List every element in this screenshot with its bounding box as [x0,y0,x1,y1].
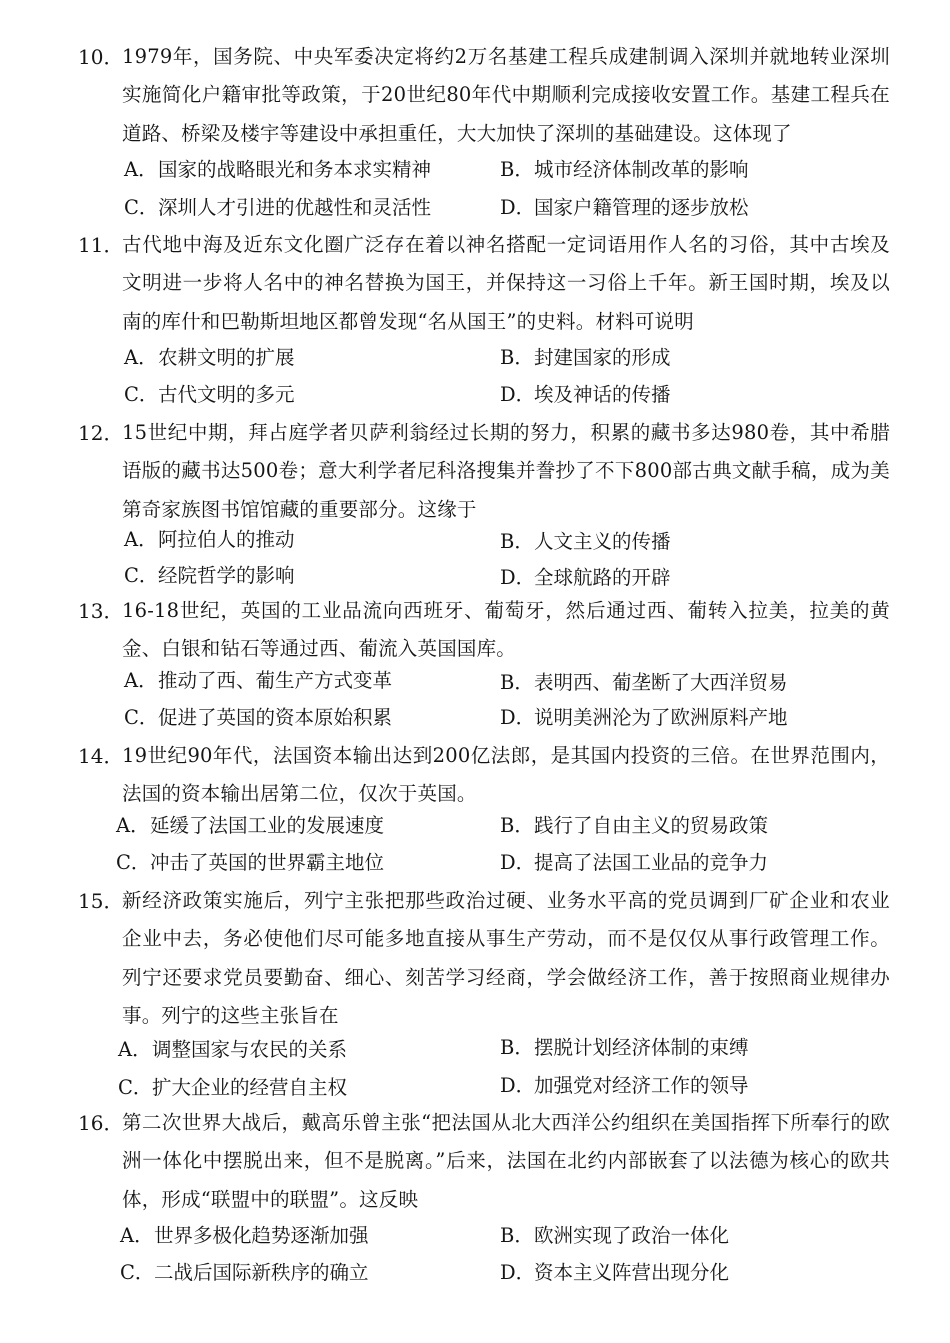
option-letter: D． [500,1261,536,1284]
option-text: 古代文明的多元 [158,383,295,406]
option-letter: B． [500,530,534,553]
option-text: 表明西、葡垄断了大西洋贸易 [534,671,788,694]
question-number: 12． [78,421,124,445]
option-text: 人文主义的传播 [534,530,671,553]
option-letter: C． [120,1261,155,1284]
option-letter: B． [500,1224,534,1247]
option-letter: B． [500,158,534,181]
option-letter: B． [500,814,534,837]
option-d [500,849,768,877]
option-c [120,1259,369,1287]
option-a [118,1036,347,1064]
option-text: 农耕文明的扩展 [158,346,295,369]
option-letter: A． [118,1038,152,1061]
option-text: 加强党对经济工作的领导 [534,1074,749,1097]
option-d [500,704,788,732]
option-a [124,667,392,695]
question-number: 11． [78,233,124,257]
option-text: 扩大企业的经营自主权 [152,1076,348,1099]
option-text: 埃及神话的传播 [534,383,671,406]
option-b [500,344,671,372]
question-number: 16． [78,1111,124,1135]
option-letter: C． [124,564,159,587]
option-d [500,1072,749,1100]
option-text: 践行了自由主义的贸易政策 [534,814,769,837]
option-letter: C． [116,851,151,874]
option-letter: D． [500,706,536,729]
option-b [500,1222,729,1250]
option-text: 延缓了法国工业的发展速度 [150,814,385,837]
option-c [124,194,431,222]
option-c [124,381,295,409]
option-letter: A． [120,1224,154,1247]
option-letter: C． [124,706,159,729]
option-letter: A． [124,528,158,551]
option-letter: D． [500,566,536,589]
option-text: 阿拉伯人的推动 [158,528,295,551]
question-number: 10． [78,45,124,69]
option-text: 经院哲学的影响 [158,564,295,587]
option-text: 国家的战略眼光和务本求实精神 [158,158,432,181]
option-a [120,1222,369,1250]
option-text: 深圳人才引进的优越性和灵活性 [158,196,432,219]
option-c [124,562,295,590]
option-a [124,526,295,554]
question-stem: 古代地中海及近东文化圈广泛存在着以神名搭配一定词语用作人名的习俗，其中古埃及文明进一步将人名中的神名替换为国王，并保持这一习俗上千年。新王国时期，埃及以南的库什和巴勒斯坦地区都曾发现“名从国王”的史料。材料可说明 [122,233,890,333]
option-d [500,564,671,592]
option-c [118,1074,347,1102]
option-text: 城市经济体制改革的影响 [534,158,749,181]
option-text: 说明美洲沦为了欧洲原料产地 [534,706,788,729]
option-letter: A． [124,346,158,369]
option-b [500,1034,749,1062]
question-stem: 1979年，国务院、中央军委决定将约2万名基建工程兵成建制调入深圳并就地转业深圳实施简化户籍审批等政策，于20世纪80年代中期顺利完成接收安置工作。基建工程兵在道路、桥梁及楼宇等建设中承担重任，大大加快了深圳的基础建设。这体现了 [122,45,890,145]
option-letter: B． [500,346,534,369]
option-letter: D． [500,196,536,219]
option-text: 国家户籍管理的逐步放松 [534,196,749,219]
option-letter: A． [124,669,158,692]
option-text: 封建国家的形成 [534,346,671,369]
option-c [116,849,384,877]
option-a [116,812,384,840]
option-a [124,344,295,372]
option-c [124,704,392,732]
option-text: 提高了法国工业品的竞争力 [534,851,769,874]
option-text: 摆脱计划经济体制的束缚 [534,1036,749,1059]
option-text: 世界多极化趋势逐渐加强 [154,1224,369,1247]
option-text: 促进了英国的资本原始积累 [158,706,393,729]
option-d [500,381,671,409]
question-number: 13． [78,599,124,623]
option-letter: B． [500,1036,534,1059]
option-b [500,156,749,184]
option-text: 调整国家与农民的关系 [152,1038,348,1061]
option-b [500,528,671,556]
question-stem: 第二次世界大战后，戴高乐曾主张“把法国从北大西洋公约组织在美国指挥下所奉行的欧洲一体化中摆脱出来，但不是脱离。”后来，法国在北约内部嵌套了以法德为核心的欧共体，形成“联盟中的联盟”。这反映 [122,1111,890,1211]
option-text: 欧洲实现了政治一体化 [534,1224,730,1247]
option-d [500,1259,729,1287]
question-stem: 19世纪90年代，法国资本输出达到200亿法郎，是其国内投资的三倍。在世界范围内，法国的资本输出居第二位，仅次于英国。 [122,744,890,806]
question-number: 14． [78,744,124,768]
option-letter: A． [124,158,158,181]
option-letter: D． [500,851,536,874]
question-stem: 16-18世纪，英国的工业品流向西班牙、葡萄牙，然后通过西、葡转入拉美，拉美的黄金、白银和钻石等通过西、葡流入英国国库。 [122,599,890,661]
option-letter: A． [116,814,150,837]
option-b [500,669,788,697]
option-text: 全球航路的开辟 [534,566,671,589]
option-text: 推动了西、葡生产方式变革 [158,669,393,692]
option-letter: C． [124,383,159,406]
question-stem: 15世纪中期，拜占庭学者贝萨利翁经过长期的努力，积累的藏书多达980卷，其中希腊语版的藏书达500卷；意大利学者尼科洛搜集并誊抄了不下800部古典文献手稿，成为美第奇家族图书馆馆藏的重要部分。这缘于 [122,421,890,521]
option-b [500,812,768,840]
option-letter: D． [500,1074,536,1097]
option-text: 冲击了英国的世界霸主地位 [150,851,385,874]
option-letter: C． [124,196,159,219]
option-text: 资本主义阵营出现分化 [534,1261,730,1284]
option-letter: B． [500,671,534,694]
option-a [124,156,431,184]
option-d [500,194,749,222]
option-text: 二战后国际新秩序的确立 [154,1261,369,1284]
option-letter: D． [500,383,536,406]
question-stem: 新经济政策实施后，列宁主张把那些政治过硬、业务水平高的党员调到厂矿企业和农业企业中去，务必使他们尽可能多地直接从事生产劳动，而不是仅仅从事行政管理工作。列宁还要求党员要勤奋、细心、刻苦学习经商，学会做经济工作，善于按照商业规律办事。列宁的这些主张旨在 [122,889,890,1027]
option-letter: C． [118,1076,153,1099]
question-number: 15． [78,889,124,913]
